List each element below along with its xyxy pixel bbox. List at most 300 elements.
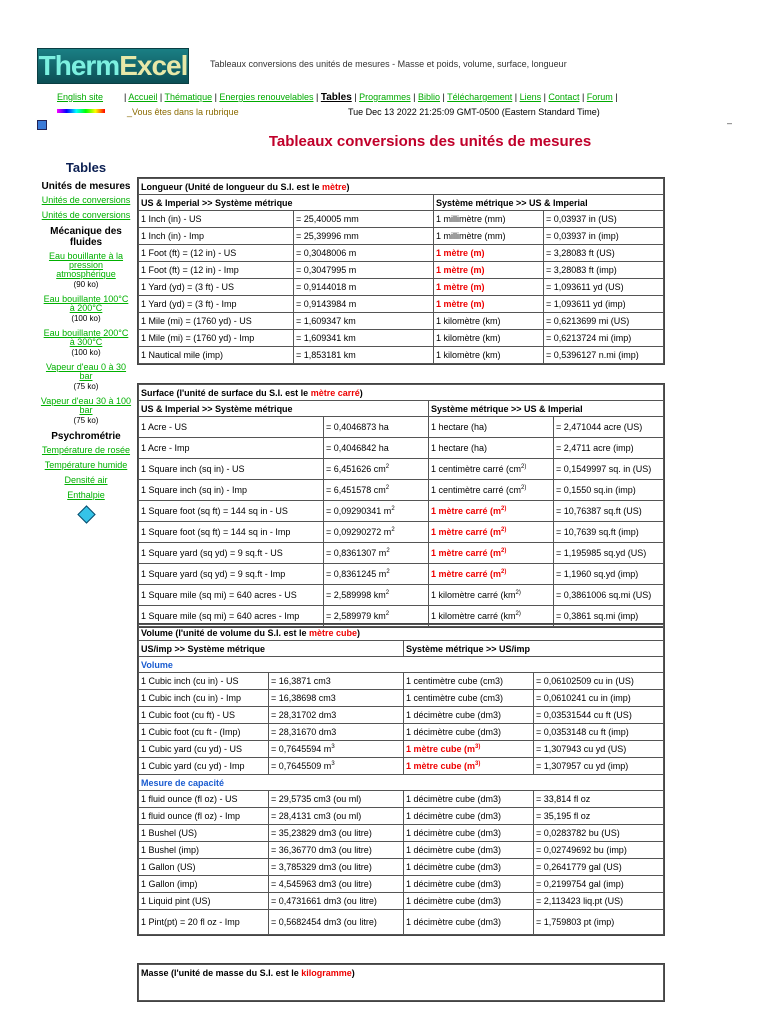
cell-text: 1 Gallon (US) (141, 862, 196, 872)
cell-text: = 1,853181 km (296, 350, 356, 360)
table-cell (324, 501, 429, 522)
sidebar-link-humide[interactable]: Température humide (44, 460, 128, 470)
table-caption (139, 385, 664, 401)
cell-text: = 2,589979 km (326, 611, 386, 621)
cell-text: 1 Square inch (sq in) - US (141, 464, 245, 474)
table-cell (139, 245, 294, 262)
section-label: Mesure de capacité (139, 775, 664, 791)
table-cell (534, 791, 664, 808)
table-cell (269, 673, 404, 690)
table-cell (324, 459, 429, 480)
cell-text: = 36,36770 dm3 (ou litre) (271, 845, 372, 855)
cell-text: 1 Cubic foot (cu ft - (Imp) (141, 727, 241, 737)
cell-text: 1 mètre carré (m (431, 506, 502, 516)
table-cell (269, 910, 404, 935)
cell-text: 1 kilomètre carré (km (431, 590, 516, 600)
table-cell (294, 262, 434, 279)
column-header: Système métrique >> US/imp (404, 641, 664, 657)
tagline: Tableaux conversions des unités de mesures - Masse et poids, volume, surface, longueur (210, 59, 567, 69)
table-cell (544, 330, 664, 347)
table-cell (139, 228, 294, 245)
sidebar-link-conversions-1[interactable]: Unités de conversions (41, 195, 131, 205)
table-cell (294, 330, 434, 347)
table-cell (534, 808, 664, 825)
cell-text: 1 Square foot (sq ft) = 144 sq in - US (141, 506, 288, 516)
table-row (139, 673, 664, 690)
table-cell (554, 522, 664, 543)
cell-text: 1 Square inch (sq in) - Imp (141, 485, 248, 495)
exponent: 2 (391, 527, 395, 533)
table-cell (139, 313, 294, 330)
cell-text: = 3,28083 ft (US) (546, 248, 615, 258)
cell-text: = 0,1549997 sq. in (US) (556, 464, 652, 474)
table-cell (429, 522, 554, 543)
cell-text: = 0,8361307 m (326, 548, 387, 558)
cell-text: = 0,7645509 m (271, 761, 332, 771)
cell-text: 1 fluid ounce (fl oz) - US (141, 794, 238, 804)
exponent: 2) (501, 569, 507, 575)
table-cell (294, 211, 434, 228)
table-cell (404, 724, 534, 741)
cell-text: = 1,093611 yd (imp) (546, 299, 626, 309)
exponent: 2 (391, 506, 395, 512)
cell-text: = 1,609341 km (296, 333, 356, 343)
cell-text: 1 Yard (yd) = (3 ft) - US (141, 282, 234, 292)
table-row (139, 245, 664, 262)
cell-text: 1 Cubic yard (cu yd) - Imp (141, 761, 245, 771)
exponent: 3 (331, 761, 335, 767)
table-cell (324, 417, 429, 438)
cell-text: 1 kilomètre (km) (436, 333, 501, 343)
table-cell (139, 758, 269, 775)
table-cell (534, 673, 664, 690)
cell-text: 1 Cubic inch (cu in) - Imp (141, 693, 242, 703)
cell-text: = 0,09290341 m (326, 506, 392, 516)
table-row (139, 313, 664, 330)
table-cell (554, 438, 664, 459)
table-cell (534, 859, 664, 876)
cell-text: 1 centimètre cube (cm3) (406, 676, 504, 686)
table-cell (139, 741, 269, 758)
sidebar-group-mecanique: Mécanique des fluides (50, 226, 122, 248)
table-row (139, 808, 664, 825)
nav-tables[interactable]: Tables (320, 92, 352, 103)
masse-table (138, 964, 664, 1001)
sidebar-title: Tables (65, 160, 107, 175)
cell-text: 1 Inch (in) - Imp (141, 231, 205, 241)
cell-text: = 1,307957 cu yd (imp) (536, 761, 629, 771)
cell-text: = 3,28083 ft (imp) (546, 265, 617, 275)
table-cell (534, 893, 664, 910)
table-cell (429, 459, 554, 480)
cell-text: 1 millimètre (mm) (436, 214, 506, 224)
table-cell (534, 842, 664, 859)
table-cell (294, 279, 434, 296)
size-label: (75 ko) (73, 416, 99, 425)
nav-thematique[interactable]: Thématique (164, 92, 213, 102)
table-cell (269, 842, 404, 859)
table-cell (534, 825, 664, 842)
cell-text: 1 centimètre cube (cm3) (406, 693, 504, 703)
cell-text: 1 centimètre carré (cm (431, 485, 522, 495)
cell-text: = 0,3047995 m (296, 265, 357, 275)
table-cell (554, 501, 664, 522)
sidebar-link-eau-100-200[interactable]: Eau bouillante 100°C à 200°C (43, 294, 129, 313)
cell-text: = 16,38698 cm3 (271, 693, 336, 703)
sidebar-link-conversions-2[interactable]: Unités de conversions (41, 210, 131, 220)
cell-text: = 0,06102509 cu in (US) (536, 676, 634, 686)
cell-text: 1 Mile (mi) = (1760 yd) - US (141, 316, 252, 326)
cell-text: = 2,4711 acre (imp) (556, 443, 634, 453)
cell-text: 1 Inch (in) - US (141, 214, 202, 224)
nav-energies[interactable]: Energies renouvelables (219, 92, 314, 102)
table-cell (139, 808, 269, 825)
table-row (139, 893, 664, 910)
nav-liens[interactable]: Liens (519, 92, 542, 102)
cell-text: = 0,09290272 m (326, 527, 392, 537)
size-label: (100 ko) (71, 314, 101, 323)
cell-text: = 0,5396127 n.mi (imp) (546, 350, 639, 360)
table-cell (139, 211, 294, 228)
caption-unit: mètre (322, 181, 347, 192)
caption-text: Surface (l'unité de surface du S.I. est le (141, 387, 311, 398)
nav-contact[interactable]: Contact (548, 92, 580, 102)
caption-end: ) (351, 967, 355, 978)
column-header: US & Imperial >> Système métrique (139, 401, 429, 417)
sidebar-link-vapeur-30-100[interactable]: Vapeur d'eau 30 à 100 bar (40, 396, 132, 415)
table-cell (544, 347, 664, 364)
table-cell (434, 279, 544, 296)
table-cell (139, 480, 324, 501)
cell-text: 1 Bushel (US) (141, 828, 198, 838)
nav-biblio[interactable]: Biblio (417, 92, 440, 102)
sidebar-group-unites: Unités de mesures (41, 181, 131, 192)
cell-text: 1 décimètre cube (dm3) (406, 879, 502, 889)
table-cell (404, 808, 534, 825)
cell-text: = 28,31670 dm3 (271, 727, 337, 737)
table-row (139, 758, 664, 775)
cell-text: 1 Cubic yard (cu yd) - US (141, 744, 243, 754)
table-cell (269, 724, 404, 741)
table-cell (139, 724, 269, 741)
cell-text: 1 mètre (m) (436, 265, 485, 275)
cell-text: = 0,3048006 m (296, 248, 357, 258)
table-cell (429, 564, 554, 585)
cell-text: 1 Square mile (sq mi) = 640 acres - Imp (141, 611, 300, 621)
cell-text: = 35,23829 dm3 (ou litre) (271, 828, 372, 838)
caption-unit: mètre cube (309, 627, 358, 638)
table-row (139, 211, 664, 228)
cell-text: 1 décimètre cube (dm3) (406, 917, 502, 927)
cell-text: 1 fluid ounce (fl oz) - Imp (141, 811, 241, 821)
table-cell (139, 501, 324, 522)
cell-text: = 0,9144018 m (296, 282, 357, 292)
column-header: US & Imperial >> Système métrique (139, 195, 434, 211)
table-cell (139, 564, 324, 585)
cell-text: 1 décimètre cube (dm3) (406, 896, 502, 906)
caption-end: ) (359, 387, 363, 398)
table-cell (139, 910, 269, 935)
table-cell (534, 724, 664, 741)
sidebar (40, 160, 132, 521)
sidebar-link-vapeur-0-30[interactable]: Vapeur d'eau 0 à 30 bar (45, 362, 127, 381)
table-cell (434, 330, 544, 347)
table-cell (534, 758, 664, 775)
section-label: Volume (139, 657, 664, 673)
sidebar-link-eau-atm[interactable]: Eau bouillante à la pression atmosphérique (48, 251, 124, 279)
sidebar-link-densite[interactable]: Densité air (64, 475, 108, 485)
cell-text: 1 Foot (ft) = (12 in) - Imp (141, 265, 239, 275)
cell-text: 1 Square mile (sq mi) = 640 acres - US (141, 590, 297, 600)
sidebar-link-rosee[interactable]: Température de rosée (41, 445, 131, 455)
date-text: Tue Dec 13 2022 21:25:09 GMT-0500 (Eastern Standard Time) (348, 107, 600, 117)
table-cell (269, 808, 404, 825)
cell-text: = 1,307943 cu yd (US) (536, 744, 627, 754)
table-row (139, 910, 664, 935)
table-cell (554, 543, 664, 564)
cell-text: 1 mètre cube (m (406, 761, 476, 771)
exponent: 2 (385, 464, 390, 470)
table-cell (139, 859, 269, 876)
table-cell (404, 910, 534, 935)
table-cell (534, 910, 664, 935)
exponent: 2) (515, 611, 521, 617)
cell-text: 1 décimètre cube (dm3) (406, 794, 502, 804)
cell-text: 1 décimètre cube (dm3) (406, 710, 502, 720)
table-cell (534, 707, 664, 724)
table-cell (544, 245, 664, 262)
table-cell (434, 313, 544, 330)
cell-text: = 0,0283782 bu (US) (536, 828, 620, 838)
cell-text: = 4,545963 dm3 (ou litre) (271, 879, 372, 889)
table-cell (269, 741, 404, 758)
table-cell (269, 825, 404, 842)
cell-text: = 0,3861006 sq.mi (US) (556, 590, 652, 600)
table-row (139, 690, 664, 707)
cell-text: 1 décimètre cube (dm3) (406, 845, 502, 855)
table-row (139, 262, 664, 279)
exponent: 2) (501, 527, 507, 533)
caption-text: Masse (l'unité de masse du S.I. est le (141, 967, 302, 978)
cell-text: 1 mètre carré (m (431, 548, 502, 558)
cell-text: 1 décimètre cube (dm3) (406, 811, 502, 821)
table-cell (404, 758, 534, 775)
table-cell (139, 438, 324, 459)
thermexcel-logo[interactable] (37, 48, 189, 84)
table-row (139, 501, 664, 522)
table-cell (554, 585, 664, 606)
cell-text: 1 Square foot (sq ft) = 144 sq in - Imp (141, 527, 291, 537)
logo-text-a: Therm (38, 50, 120, 81)
cell-text: 1 mètre carré (m (431, 569, 502, 579)
table-row (139, 347, 664, 364)
table-row (139, 228, 664, 245)
table-cell (534, 690, 664, 707)
cell-text: 1 Foot (ft) = (12 in) - US (141, 248, 237, 258)
table-cell (434, 211, 544, 228)
table-cell (139, 585, 324, 606)
table-row (139, 459, 664, 480)
table-cell (294, 245, 434, 262)
table-cell (139, 296, 294, 313)
table-cell (434, 347, 544, 364)
sidebar-link-enthalpie[interactable]: Enthalpie (67, 490, 105, 500)
exponent: 2 (385, 590, 390, 596)
table-row (139, 707, 664, 724)
table-cell (534, 741, 664, 758)
sidebar-link-eau-200-300[interactable]: Eau bouillante 200°C à 300°C (43, 328, 129, 347)
table-cell (429, 585, 554, 606)
table-cell (324, 543, 429, 564)
cell-text: = 0,6213699 mi (US) (546, 316, 630, 326)
exponent: 2) (501, 548, 507, 554)
table-cell (269, 893, 404, 910)
table-cell (139, 522, 324, 543)
cell-text: 1 kilomètre (km) (436, 316, 501, 326)
caption-text: Volume (l'unité de volume du S.I. est le (141, 627, 310, 638)
exponent: 3 (331, 744, 335, 750)
table-cell (534, 876, 664, 893)
table-cell (544, 279, 664, 296)
table-row (139, 876, 664, 893)
cell-text: = 6,451626 cm (326, 464, 386, 474)
cell-text: = 0,03937 in (imp) (546, 231, 619, 241)
table-row (139, 791, 664, 808)
table-caption (139, 179, 664, 195)
nav-accueil[interactable]: Accueil (128, 92, 158, 102)
table-row (139, 741, 664, 758)
cell-text: = 1,609347 km (296, 316, 356, 326)
cell-text: 1 centimètre carré (cm (431, 464, 522, 474)
table-row (139, 842, 664, 859)
exponent: 2) (501, 506, 507, 512)
caption-end: ) (346, 181, 350, 192)
cell-text: = 1,759803 pt (imp) (536, 917, 615, 927)
table-cell (434, 228, 544, 245)
table-row (139, 522, 664, 543)
table-row (139, 825, 664, 842)
page-icon (37, 120, 47, 130)
cell-text: 1 décimètre cube (dm3) (406, 828, 502, 838)
exponent: 2 (386, 548, 390, 554)
cell-text: = 0,1550 sq.in (imp) (556, 485, 636, 495)
exponent: 3) (475, 761, 481, 767)
table-cell (269, 758, 404, 775)
cell-text: = 10,7639 sq.ft (imp) (556, 527, 639, 537)
table-cell (404, 893, 534, 910)
cell-text: 1 Liquid pint (US) (141, 896, 211, 906)
table-cell (544, 262, 664, 279)
cell-text: = 6,451578 cm (326, 485, 386, 495)
table-cell (429, 501, 554, 522)
cell-text: = 28,4131 cm3 (ou ml) (271, 811, 362, 821)
cell-text: = 33,814 fl oz (536, 794, 591, 804)
table-cell (139, 330, 294, 347)
nav-programmes[interactable]: Programmes (359, 92, 411, 102)
exponent: 3) (475, 744, 481, 750)
table-cell (434, 245, 544, 262)
table-row (139, 724, 664, 741)
cell-text: = 35,195 fl oz (536, 811, 591, 821)
table-cell (324, 480, 429, 501)
table-cell (404, 791, 534, 808)
table-cell (139, 690, 269, 707)
diamond-icon[interactable] (77, 505, 95, 523)
table-cell (434, 262, 544, 279)
cell-text: 1 décimètre cube (dm3) (406, 862, 502, 872)
table-row (139, 543, 664, 564)
table-cell (269, 876, 404, 893)
cell-text: = 2,113423 liq.pt (US) (536, 896, 624, 906)
size-label: (75 ko) (73, 382, 99, 391)
table-cell (294, 296, 434, 313)
table-cell (324, 438, 429, 459)
cell-text: 1 kilomètre carré (km (431, 611, 516, 621)
table-cell (404, 690, 534, 707)
table-cell (269, 859, 404, 876)
table-cell (324, 564, 429, 585)
cell-text: = 0,6213724 mi (imp) (546, 333, 632, 343)
cell-text: = 0,4731661 dm3 (ou litre) (271, 896, 377, 906)
cell-text: = 0,4046842 ha (326, 443, 389, 453)
table-cell (429, 417, 554, 438)
cell-text: 1 mètre (m) (436, 282, 485, 292)
table-cell (544, 211, 664, 228)
cell-text: 1 décimètre cube (dm3) (406, 727, 502, 737)
cell-text: 1 Mile (mi) = (1760 yd) - Imp (141, 333, 255, 343)
cell-text: = 2,471044 acre (US) (556, 422, 643, 432)
cell-text: = 3,785329 dm3 (ou litre) (271, 862, 372, 872)
cell-text: = 0,0353148 cu ft (imp) (536, 727, 629, 737)
table-caption (139, 625, 664, 641)
cell-text: 1 Square yard (sq yd) = 9 sq.ft - Imp (141, 569, 286, 579)
cell-text: 1 Acre - US (141, 422, 188, 432)
table-cell (404, 842, 534, 859)
table-cell (294, 313, 434, 330)
cell-text: = 0,03937 in (US) (546, 214, 617, 224)
table-cell (554, 417, 664, 438)
cell-text: 1 mètre (m) (436, 248, 485, 258)
table-cell (139, 893, 269, 910)
exponent: 2) (515, 590, 521, 596)
cell-text: = 0,8361245 m (326, 569, 387, 579)
table-cell (139, 543, 324, 564)
table-cell (269, 690, 404, 707)
cell-text: = 0,02749692 bu (imp) (536, 845, 627, 855)
cell-text: = 10,76387 sq.ft (US) (556, 506, 642, 516)
nav-telechargement[interactable]: Téléchargement (447, 92, 513, 102)
table-row (139, 480, 664, 501)
table-row (139, 417, 664, 438)
table-cell (404, 707, 534, 724)
cell-text: 1 mètre (m) (436, 299, 485, 309)
page-title: Tableaux conversions des unités de mesures (268, 133, 592, 150)
exponent: 2) (521, 464, 527, 470)
cell-text: 1 millimètre (mm) (436, 231, 506, 241)
size-label: (100 ko) (71, 348, 101, 357)
top-nav: | Accueil | Thématique | Energies renouvelables | Tables | Programmes | Biblio | Téléchargement | Liens | Contact | Forum | (124, 92, 618, 103)
cell-text: = 0,03531544 cu ft (US) (536, 710, 632, 720)
table-cell (404, 673, 534, 690)
cell-text: 1 mètre carré (m (431, 527, 502, 537)
sidebar-group-psychrometrie: Psychrométrie (51, 431, 121, 442)
table-cell (324, 522, 429, 543)
table-cell (294, 228, 434, 245)
english-site-link[interactable]: English site (57, 92, 104, 102)
table-cell (429, 543, 554, 564)
nav-forum[interactable]: Forum (586, 92, 613, 102)
table-row (139, 564, 664, 585)
